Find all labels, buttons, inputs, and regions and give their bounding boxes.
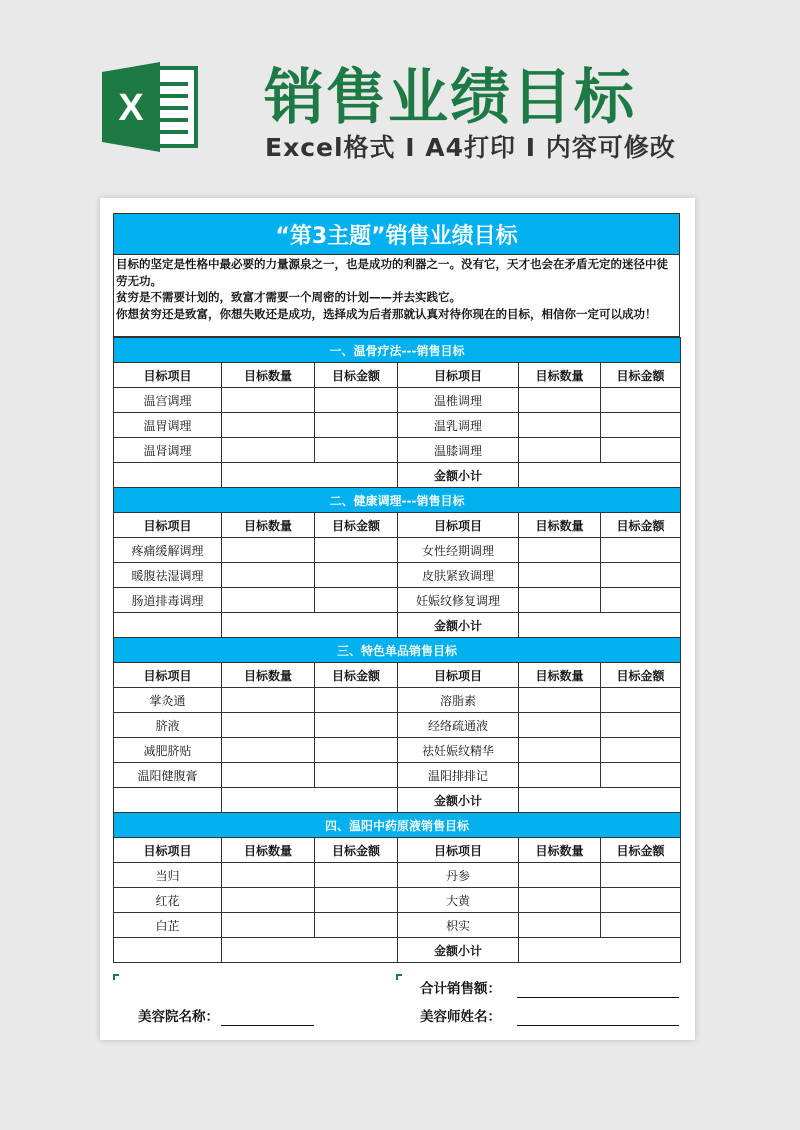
column-header: 目标金额 bbox=[601, 363, 681, 388]
item-name-cell: 祛妊娠纹精华 bbox=[398, 738, 519, 763]
amount-cell[interactable] bbox=[601, 438, 681, 463]
table-row bbox=[114, 438, 681, 463]
table-row bbox=[114, 913, 681, 938]
column-header: 目标项目 bbox=[398, 838, 519, 863]
amount-cell[interactable] bbox=[315, 588, 398, 613]
item-name-cell: 皮肤紧致调理 bbox=[398, 563, 519, 588]
column-header: 目标数量 bbox=[519, 663, 601, 688]
amount-cell[interactable] bbox=[315, 413, 398, 438]
column-header: 目标金额 bbox=[315, 363, 398, 388]
amount-cell[interactable] bbox=[315, 863, 398, 888]
quantity-cell[interactable] bbox=[222, 863, 315, 888]
section-header-row bbox=[114, 338, 681, 363]
item-name-cell: 经络疏通液 bbox=[398, 713, 519, 738]
table-row bbox=[114, 688, 681, 713]
sales-target-table bbox=[113, 337, 681, 963]
quantity-cell[interactable] bbox=[519, 913, 601, 938]
amount-cell[interactable] bbox=[315, 738, 398, 763]
item-name-cell: 大黄 bbox=[398, 888, 519, 913]
amount-cell[interactable] bbox=[315, 388, 398, 413]
column-header: 目标项目 bbox=[114, 513, 222, 538]
item-name-cell: 温宫调理 bbox=[114, 388, 222, 413]
item-name-cell: 肠道排毒调理 bbox=[114, 588, 222, 613]
item-name-cell: 减肥脐贴 bbox=[114, 738, 222, 763]
section-title: 二、健康调理---销售目标 bbox=[114, 488, 681, 513]
column-header: 目标金额 bbox=[315, 838, 398, 863]
quantity-cell[interactable] bbox=[222, 738, 315, 763]
amount-cell[interactable] bbox=[601, 538, 681, 563]
subtotal-row bbox=[114, 788, 681, 813]
section-header-row bbox=[114, 488, 681, 513]
quantity-cell[interactable] bbox=[222, 688, 315, 713]
salon-name-field[interactable] bbox=[221, 1024, 314, 1026]
amount-cell[interactable] bbox=[601, 763, 681, 788]
amount-cell[interactable] bbox=[315, 913, 398, 938]
section-title: 一、温骨疗法---销售目标 bbox=[114, 338, 681, 363]
empty-cell[interactable] bbox=[114, 613, 222, 638]
item-name-cell: 脐液 bbox=[114, 713, 222, 738]
amount-cell[interactable] bbox=[315, 688, 398, 713]
column-header: 目标项目 bbox=[398, 363, 519, 388]
column-header: 目标金额 bbox=[601, 513, 681, 538]
item-name-cell: 枳实 bbox=[398, 913, 519, 938]
amount-cell[interactable] bbox=[601, 688, 681, 713]
document-page bbox=[100, 198, 695, 1040]
column-header: 目标数量 bbox=[222, 663, 315, 688]
quantity-cell[interactable] bbox=[222, 713, 315, 738]
quantity-cell[interactable] bbox=[519, 563, 601, 588]
item-name-cell: 女性经期调理 bbox=[398, 538, 519, 563]
subtotal-row bbox=[114, 613, 681, 638]
quantity-cell[interactable] bbox=[519, 863, 601, 888]
section-title: 四、温阳中药原液销售目标 bbox=[114, 813, 681, 838]
amount-cell[interactable] bbox=[601, 863, 681, 888]
subtotal-label: 金额小计 bbox=[398, 788, 519, 813]
quantity-cell[interactable] bbox=[222, 538, 315, 563]
column-header-row bbox=[114, 663, 681, 688]
column-header-row bbox=[114, 363, 681, 388]
amount-cell[interactable] bbox=[601, 413, 681, 438]
excel-logo-icon bbox=[100, 62, 200, 152]
empty-cell[interactable] bbox=[222, 788, 398, 813]
quantity-cell[interactable] bbox=[519, 888, 601, 913]
amount-cell[interactable] bbox=[315, 713, 398, 738]
quantity-cell[interactable] bbox=[519, 713, 601, 738]
table-row bbox=[114, 588, 681, 613]
amount-cell[interactable] bbox=[601, 588, 681, 613]
subtotal-row bbox=[114, 463, 681, 488]
quantity-cell[interactable] bbox=[222, 888, 315, 913]
empty-cell[interactable] bbox=[222, 463, 398, 488]
amount-cell[interactable] bbox=[315, 563, 398, 588]
column-header: 目标数量 bbox=[222, 513, 315, 538]
item-name-cell: 丹参 bbox=[398, 863, 519, 888]
column-header-row bbox=[114, 513, 681, 538]
amount-cell[interactable] bbox=[315, 888, 398, 913]
total-sales-label: 合计销售额： bbox=[420, 981, 501, 997]
quantity-cell[interactable] bbox=[519, 763, 601, 788]
table-row bbox=[114, 713, 681, 738]
beautician-name-label: 美容师姓名： bbox=[420, 1009, 501, 1025]
column-header: 目标项目 bbox=[398, 663, 519, 688]
section-header-row bbox=[114, 813, 681, 838]
column-header: 目标项目 bbox=[114, 838, 222, 863]
column-header: 目标金额 bbox=[315, 663, 398, 688]
quantity-cell[interactable] bbox=[519, 738, 601, 763]
quantity-cell[interactable] bbox=[519, 388, 601, 413]
spreadsheet bbox=[113, 213, 680, 963]
item-name-cell: 温乳调理 bbox=[398, 413, 519, 438]
item-name-cell: 掌灸通 bbox=[114, 688, 222, 713]
svg-text:X: X bbox=[118, 87, 144, 129]
quantity-cell[interactable] bbox=[519, 438, 601, 463]
amount-cell[interactable] bbox=[601, 738, 681, 763]
table-row bbox=[114, 888, 681, 913]
subtotal-value-cell[interactable] bbox=[519, 613, 681, 638]
subtotal-value-cell[interactable] bbox=[519, 788, 681, 813]
amount-cell[interactable] bbox=[315, 538, 398, 563]
table-row bbox=[114, 563, 681, 588]
intro-text bbox=[113, 255, 680, 337]
total-sales-field[interactable] bbox=[517, 996, 679, 998]
amount-cell[interactable] bbox=[601, 388, 681, 413]
subtotal-value-cell[interactable] bbox=[519, 938, 681, 963]
item-name-cell: 妊娠纹修复调理 bbox=[398, 588, 519, 613]
item-name-cell: 暖腹祛湿调理 bbox=[114, 563, 222, 588]
quantity-cell[interactable] bbox=[519, 413, 601, 438]
column-header: 目标数量 bbox=[519, 513, 601, 538]
amount-cell[interactable] bbox=[601, 888, 681, 913]
quantity-cell[interactable] bbox=[519, 688, 601, 713]
empty-cell[interactable] bbox=[114, 938, 222, 963]
item-name-cell: 温阳健腹膏 bbox=[114, 763, 222, 788]
intro-line: 贫穷是不需要计划的，致富才需要一个周密的计划——并去实践它。 bbox=[116, 290, 461, 304]
column-header-row bbox=[114, 838, 681, 863]
table-row bbox=[114, 738, 681, 763]
item-name-cell: 温膝调理 bbox=[398, 438, 519, 463]
amount-cell[interactable] bbox=[601, 563, 681, 588]
quantity-cell[interactable] bbox=[519, 588, 601, 613]
page-title: 销售业绩目标 bbox=[264, 63, 636, 133]
sheet-title: “第3主题”销售业绩目标 bbox=[113, 213, 680, 255]
item-name-cell: 温阳排排记 bbox=[398, 763, 519, 788]
table-row bbox=[114, 863, 681, 888]
empty-cell[interactable] bbox=[114, 788, 222, 813]
section-header-row bbox=[114, 638, 681, 663]
quantity-cell[interactable] bbox=[222, 563, 315, 588]
intro-line: 你想贫穷还是致富，你想失败还是成功，选择成为后者那就认真对待你现在的目标，相信你一定可以成功！ bbox=[116, 306, 657, 321]
amount-cell[interactable] bbox=[315, 763, 398, 788]
column-header: 目标数量 bbox=[222, 838, 315, 863]
quantity-cell[interactable] bbox=[519, 538, 601, 563]
subtotal-value-cell[interactable] bbox=[519, 463, 681, 488]
item-name-cell: 白芷 bbox=[114, 913, 222, 938]
table-row bbox=[114, 413, 681, 438]
item-name-cell: 红花 bbox=[114, 888, 222, 913]
column-header: 目标项目 bbox=[114, 363, 222, 388]
table-row bbox=[114, 388, 681, 413]
column-header: 目标数量 bbox=[222, 363, 315, 388]
item-name-cell: 温肾调理 bbox=[114, 438, 222, 463]
cell-marker-icon bbox=[113, 974, 119, 980]
item-name-cell: 温椎调理 bbox=[398, 388, 519, 413]
table-row bbox=[114, 763, 681, 788]
item-name-cell: 当归 bbox=[114, 863, 222, 888]
item-name-cell: 溶脂素 bbox=[398, 688, 519, 713]
column-header: 目标金额 bbox=[315, 513, 398, 538]
quantity-cell[interactable] bbox=[222, 438, 315, 463]
subtotal-label: 金额小计 bbox=[398, 463, 519, 488]
item-name-cell: 疼痛缓解调理 bbox=[114, 538, 222, 563]
amount-cell[interactable] bbox=[601, 713, 681, 738]
amount-cell[interactable] bbox=[315, 438, 398, 463]
column-header: 目标数量 bbox=[519, 363, 601, 388]
section-title: 三、特色单品销售目标 bbox=[114, 638, 681, 663]
quantity-cell[interactable] bbox=[222, 388, 315, 413]
empty-cell[interactable] bbox=[222, 938, 398, 963]
cell-marker-icon bbox=[396, 974, 402, 980]
subtotal-label: 金额小计 bbox=[398, 938, 519, 963]
column-header: 目标项目 bbox=[398, 513, 519, 538]
subtotal-row bbox=[114, 938, 681, 963]
table-row bbox=[114, 538, 681, 563]
column-header: 目标数量 bbox=[519, 838, 601, 863]
page-subtitle: Excel格式 I A4打印 I 内容可修改 bbox=[265, 133, 676, 162]
quantity-cell[interactable] bbox=[222, 588, 315, 613]
column-header: 目标金额 bbox=[601, 838, 681, 863]
empty-cell[interactable] bbox=[114, 463, 222, 488]
quantity-cell[interactable] bbox=[222, 913, 315, 938]
item-name-cell: 温胃调理 bbox=[114, 413, 222, 438]
empty-cell[interactable] bbox=[222, 613, 398, 638]
beautician-name-field[interactable] bbox=[517, 1024, 679, 1026]
column-header: 目标项目 bbox=[114, 663, 222, 688]
salon-name-label: 美容院名称： bbox=[138, 1009, 219, 1025]
column-header: 目标金额 bbox=[601, 663, 681, 688]
quantity-cell[interactable] bbox=[222, 413, 315, 438]
quantity-cell[interactable] bbox=[222, 763, 315, 788]
intro-line: 目标的坚定是性格中最必要的力量源泉之一，也是成功的利器之一。没有它，天才也会在矛盾无定的迷径中徒劳无功。 bbox=[116, 257, 668, 288]
amount-cell[interactable] bbox=[601, 913, 681, 938]
subtotal-label: 金额小计 bbox=[398, 613, 519, 638]
